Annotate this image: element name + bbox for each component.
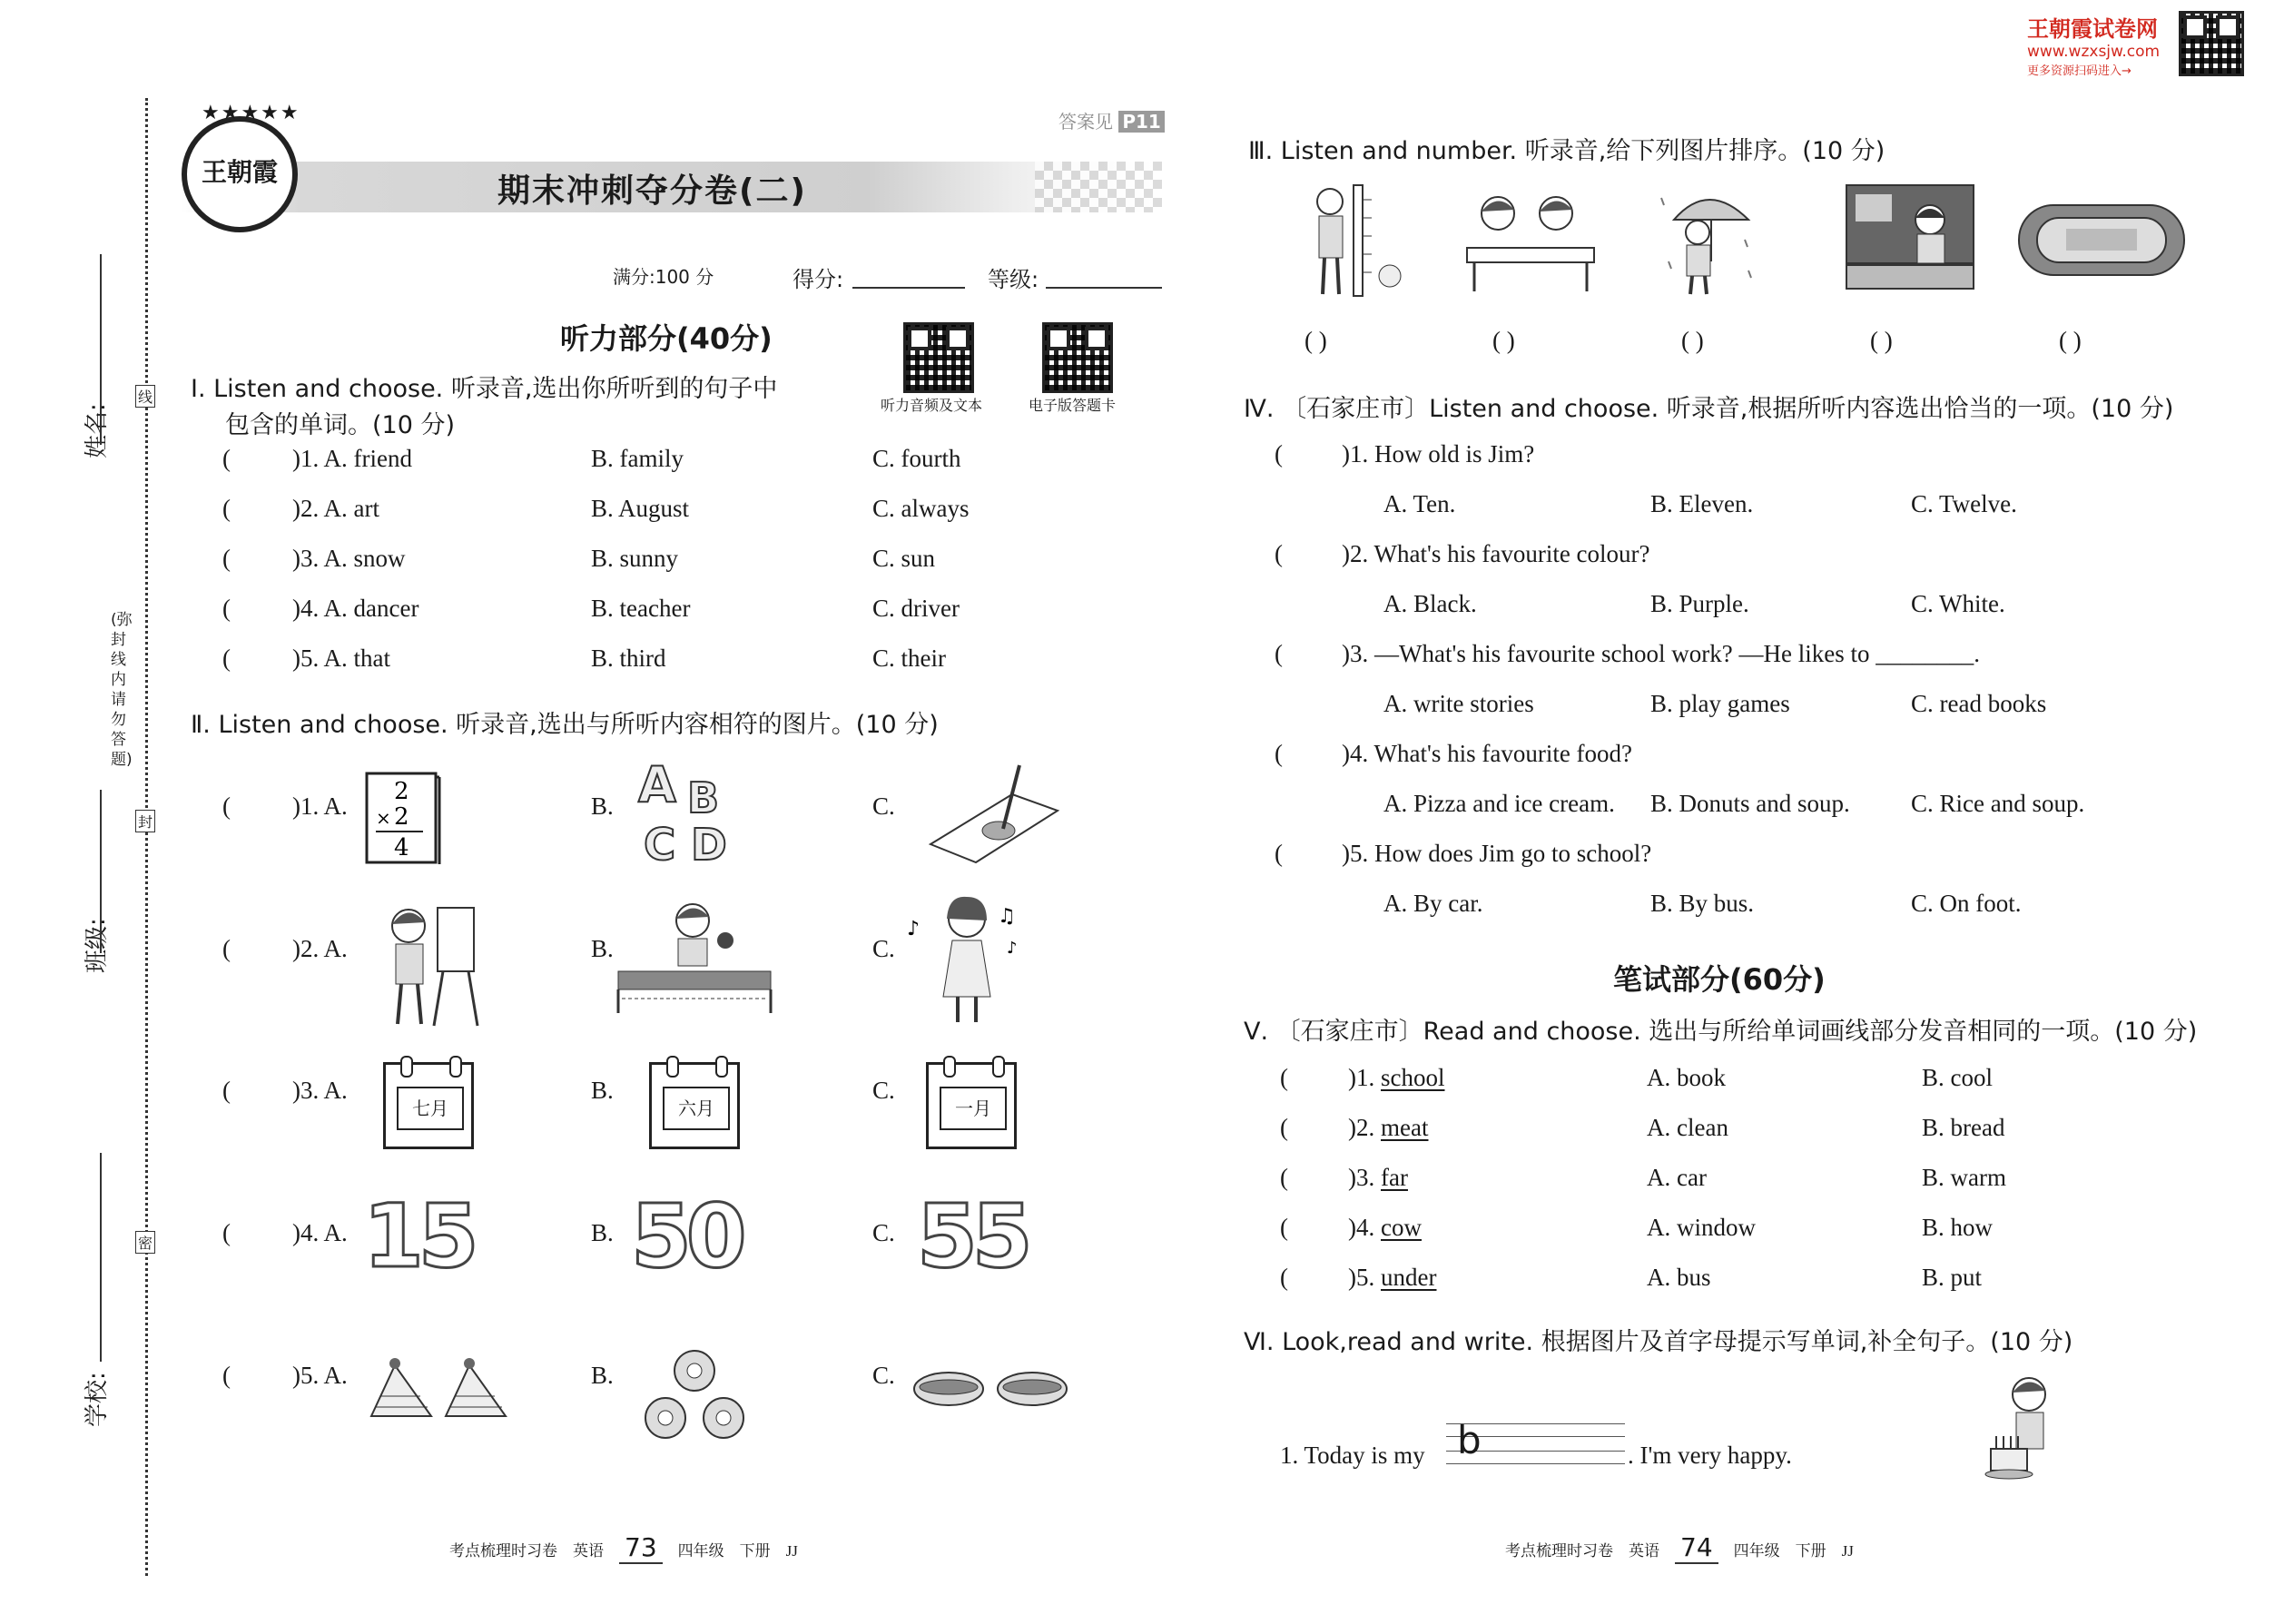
q4-option-a[interactable]: )4. A. dancer <box>292 595 419 622</box>
sec4-q4-option-c[interactable]: C. Rice and soup. <box>1911 790 2085 817</box>
child-umbrella-icon[interactable] <box>1654 180 1763 298</box>
sec5-q2-num: )2. <box>1348 1114 1381 1141</box>
sec5-q2-option-b[interactable]: B. bread <box>1922 1114 2005 1141</box>
sec4-q5: )5. How does Jim go to school? <box>1342 840 1652 867</box>
footer-subject: 英语 <box>573 1542 604 1560</box>
sec4-q1-option-a[interactable]: A. Ten. <box>1383 490 1456 517</box>
answer-paren[interactable]: ( <box>1280 1114 1288 1141</box>
footer-page-number: 74 <box>1675 1532 1718 1564</box>
watermark-qr-icon[interactable] <box>2179 11 2244 76</box>
calendar-icon[interactable] <box>926 1062 1017 1149</box>
sec4-q3: )3. —What's his favourite school work? —He likes to ________. <box>1342 640 1980 667</box>
kids-at-desk-icon[interactable] <box>1462 186 1598 295</box>
boy-ping-pong-icon[interactable] <box>613 899 776 1026</box>
sec4-q4-option-b[interactable]: B. Donuts and soup. <box>1650 790 1850 817</box>
sec6-title: Ⅵ. Look,read and write. 根据图片及首字母提示写单词,补全句子。(10 分) <box>1244 1328 2073 1356</box>
sec5-q5-word: under <box>1381 1264 1437 1291</box>
svg-text:2: 2 <box>394 778 409 805</box>
sec5-q1-option-a[interactable]: A. book <box>1647 1064 1726 1091</box>
hint-letter: b <box>1457 1418 1482 1462</box>
binding-dotted-line <box>145 98 148 1576</box>
sec4-q2-option-c[interactable]: C. White. <box>1911 590 2005 617</box>
binding-name-line <box>100 254 102 445</box>
answer-paren[interactable]: ( <box>1280 1214 1288 1241</box>
sec4-q3-option-a[interactable]: A. write stories <box>1383 690 1534 717</box>
binding-note: (弥封线内请勿答题) <box>111 611 133 769</box>
sec5-q5-option-a[interactable]: A. bus <box>1647 1264 1711 1291</box>
q3-option-a[interactable]: )3. A. snow <box>292 545 406 572</box>
sec5-q4-option-b[interactable]: B. how <box>1922 1214 1994 1241</box>
number-blank[interactable]: ( ) <box>1492 327 1515 354</box>
sec5-title: Ⅴ. 〔石家庄市〕Read and choose. 选出与所给单词画线部分发音相同的一项。(10 分) <box>1244 1018 2198 1046</box>
math-card-icon[interactable] <box>363 770 441 866</box>
full-score: 满分:100 分 <box>613 266 714 288</box>
score-label: 得分: <box>793 267 844 292</box>
svg-text:×: × <box>376 807 391 829</box>
teacher-blackboard-icon[interactable] <box>1843 182 1979 295</box>
sec5-q4 <box>1348 1214 1422 1242</box>
calendar-icon[interactable] <box>649 1062 740 1149</box>
sec2-q5-label[interactable]: )5. A. <box>292 1362 348 1389</box>
sec5-q3-option-a[interactable]: A. car <box>1647 1164 1707 1191</box>
footer-edition: JJ <box>785 1542 798 1560</box>
qr-audio-icon[interactable] <box>903 322 974 393</box>
qr-answer-card-caption: 电子版答题卡 <box>1029 397 1117 414</box>
answer-paren[interactable]: ( <box>1275 440 1283 468</box>
boy-birthday-cake-icon <box>1984 1369 2074 1482</box>
donuts-icon[interactable] <box>640 1345 749 1445</box>
sec2-q3-b-label[interactable]: B. <box>591 1077 614 1104</box>
sec4-q1-option-b[interactable]: B. Eleven. <box>1650 490 1754 517</box>
sec2-q1-c-label[interactable]: C. <box>872 792 895 820</box>
watermark-brand: 王朝霞试卷网 <box>2027 16 2158 42</box>
q5-option-b[interactable]: B. third <box>591 645 666 672</box>
sec5-q1-option-b[interactable]: B. cool <box>1922 1064 1993 1091</box>
number-55-icon[interactable]: 55 <box>917 1186 1028 1287</box>
sec2-q3-label[interactable]: )3. A. <box>292 1077 348 1104</box>
number-blank[interactable]: ( ) <box>1870 327 1893 354</box>
svg-text:♫: ♫ <box>998 905 1016 928</box>
answer-paren[interactable]: ( <box>222 935 231 962</box>
sec5-q5-num: )5. <box>1348 1264 1381 1291</box>
binding-class-line <box>100 790 102 953</box>
sec6-q1-text: 1. Today is my <box>1280 1442 1425 1469</box>
sec5-q2-option-a[interactable]: A. clean <box>1647 1114 1728 1141</box>
sec4-q5-option-a[interactable]: A. By car. <box>1383 890 1483 917</box>
footer-series: 考点梳理时习卷 <box>449 1542 557 1560</box>
sec2-q1-label[interactable]: )1. A. <box>292 792 348 820</box>
writing-title: 笔试部分(60分) <box>1613 962 1826 997</box>
sec1-title: Ⅰ. Listen and choose. 听录音,选出你所听到的句子中 <box>191 375 778 403</box>
watermark <box>2027 11 2161 78</box>
answer-paren[interactable]: ( <box>1275 540 1283 567</box>
sec2-title: Ⅱ. Listen and choose. 听录音,选出与所听内容相符的图片。(10 分) <box>191 711 939 739</box>
cake-slices-icon[interactable] <box>368 1351 513 1425</box>
sec2-q1-b-label[interactable]: B. <box>591 792 614 820</box>
answer-paren[interactable]: ( <box>222 445 231 472</box>
grade-field[interactable] <box>1046 287 1162 289</box>
svg-text:B: B <box>687 773 720 822</box>
q1-option-c[interactable]: C. fourth <box>872 445 961 472</box>
q5-option-c[interactable]: C. their <box>872 645 946 672</box>
answer-ref <box>1058 107 1165 133</box>
logo-badge <box>182 116 298 232</box>
q3-option-c[interactable]: C. sun <box>872 545 936 572</box>
watermark-url[interactable]: www.wzxsjw.com <box>2027 43 2161 61</box>
sec5-q2 <box>1348 1114 1428 1142</box>
number-blank[interactable]: ( ) <box>1681 327 1704 354</box>
logo-stars-icon: ★★★★★ <box>202 102 300 124</box>
sec5-q3-num: )3. <box>1348 1164 1381 1191</box>
listening-title: 听力部分(40分) <box>560 321 773 356</box>
sec5-q1-num: )1. <box>1348 1064 1381 1091</box>
number-blank[interactable]: ( ) <box>2059 327 2082 354</box>
sec5-q3-word: far <box>1381 1164 1408 1191</box>
sec5-q4-option-a[interactable]: A. window <box>1647 1214 1756 1241</box>
number-50-icon[interactable]: 50 <box>631 1186 742 1287</box>
letters-abcd-icon[interactable] <box>631 758 744 867</box>
sec5-q1 <box>1348 1064 1445 1092</box>
sec4-q1: )1. How old is Jim? <box>1342 440 1535 468</box>
answer-paren[interactable]: ( <box>222 545 231 572</box>
answer-paren[interactable]: ( <box>222 495 231 522</box>
answer-paren[interactable]: ( <box>1275 840 1283 867</box>
binding-school-line <box>100 1153 102 1362</box>
sec4-q2-option-a[interactable]: A. Black. <box>1383 590 1477 617</box>
answer-ref-label: 答案见 <box>1058 111 1113 133</box>
sec2-q4-label[interactable]: )4. A. <box>292 1219 348 1246</box>
sec2-q2-c-label[interactable]: C. <box>872 935 895 962</box>
answer-paren[interactable]: ( <box>1280 1064 1288 1091</box>
footer-series: 考点梳理时习卷 <box>1505 1542 1613 1560</box>
sec4-q4: )4. What's his favourite food? <box>1342 740 1633 767</box>
running-track-icon[interactable] <box>2015 202 2188 279</box>
calendar-month: 一月 <box>940 1087 1007 1130</box>
sec5-q1-word: school <box>1381 1064 1445 1091</box>
number-blank[interactable]: ( ) <box>1305 327 1327 354</box>
footer-left <box>449 1532 798 1562</box>
sec1-title-cont: 包含的单词。(10 分) <box>225 411 456 439</box>
q2-option-a[interactable]: )2. A. art <box>292 495 379 522</box>
logo-text: 王朝霞 <box>201 157 278 187</box>
four-line-writing-field[interactable] <box>1446 1418 1625 1478</box>
q4-option-c[interactable]: C. driver <box>872 595 960 622</box>
binding-mark-secret: 密 <box>135 1231 155 1254</box>
answer-paren[interactable]: ( <box>222 1362 231 1389</box>
girl-violin-icon[interactable] <box>903 890 1030 1026</box>
hot-dogs-icon[interactable] <box>912 1360 1071 1418</box>
sec4-q2: )2. What's his favourite colour? <box>1342 540 1650 567</box>
q2-option-b[interactable]: B. August <box>591 495 690 522</box>
header-banner-checker <box>1035 162 1162 212</box>
sec5-q2-word: meat <box>1381 1114 1429 1141</box>
sec4-q3-option-c[interactable]: C. read books <box>1911 690 2047 717</box>
sec4-q5-option-c[interactable]: C. On foot. <box>1911 890 2022 917</box>
score-field[interactable] <box>852 287 965 289</box>
binding-school-label: 学校: <box>84 1372 111 1427</box>
sec5-q4-word: cow <box>1381 1214 1422 1241</box>
sec2-q5-c-label[interactable]: C. <box>872 1362 895 1389</box>
qr-answer-card-icon[interactable] <box>1042 322 1113 393</box>
svg-text:2: 2 <box>394 803 409 831</box>
svg-text:♪: ♪ <box>907 918 921 940</box>
footer-page-number: 73 <box>619 1532 663 1564</box>
sec5-q5-option-b[interactable]: B. put <box>1922 1264 1983 1291</box>
footer-term: 下册 <box>739 1542 771 1560</box>
grade-label: 等级: <box>988 267 1039 292</box>
answer-paren[interactable]: ( <box>1280 1264 1288 1291</box>
sec4-q4-option-a[interactable]: A. Pizza and ice cream. <box>1383 790 1615 817</box>
answer-ref-page: P11 <box>1118 111 1165 133</box>
q2-option-c[interactable]: C. always <box>872 495 970 522</box>
svg-text:D: D <box>691 820 727 867</box>
answer-paren[interactable]: ( <box>1280 1164 1288 1191</box>
sec2-q2-b-label[interactable]: B. <box>591 935 614 962</box>
sec2-q2-label[interactable]: )2. A. <box>292 935 348 962</box>
watermark-note: 更多资源扫码进入→ <box>2027 64 2132 78</box>
number-15-icon[interactable]: 15 <box>363 1186 474 1287</box>
page-title: 期末冲刺夺分卷(二) <box>497 172 807 210</box>
sec4-q3-option-b[interactable]: B. play games <box>1650 690 1790 717</box>
calendar-month: 七月 <box>397 1087 464 1130</box>
boy-drawing-icon[interactable] <box>374 899 487 1030</box>
sec5-q3 <box>1348 1164 1408 1192</box>
footer-right <box>1505 1532 1854 1562</box>
answer-paren[interactable]: ( <box>222 645 231 672</box>
sec2-q5-b-label[interactable]: B. <box>591 1362 614 1389</box>
sec5-q4-num: )4. <box>1348 1214 1381 1241</box>
answer-paren[interactable]: ( <box>1275 640 1283 667</box>
sec3-title: Ⅲ. Listen and number. 听录音,给下列图片排序。(10 分) <box>1248 137 1885 165</box>
q3-option-b[interactable]: B. sunny <box>591 545 679 572</box>
binding-class-label: 班级: <box>84 918 111 973</box>
footer-edition: JJ <box>1841 1542 1854 1560</box>
q5-option-a[interactable]: )5. A. that <box>292 645 390 672</box>
svg-text:♪: ♪ <box>1007 939 1018 958</box>
sec4-q1-option-c[interactable]: C. Twelve. <box>1911 490 2017 517</box>
q1-option-b[interactable]: B. family <box>591 445 684 472</box>
svg-text:A: A <box>638 758 676 813</box>
sec5-q3-option-b[interactable]: B. warm <box>1922 1164 2006 1191</box>
sec2-q3-c-label[interactable]: C. <box>872 1077 895 1104</box>
binding-mark-line: 线 <box>135 385 155 408</box>
answer-paren[interactable]: ( <box>222 1219 231 1246</box>
girl-measuring-icon[interactable] <box>1294 182 1412 300</box>
qr-audio-caption: 听力音频及文本 <box>881 397 983 414</box>
svg-text:C: C <box>644 820 676 867</box>
answer-paren[interactable]: ( <box>222 792 231 820</box>
footer-term: 下册 <box>1795 1542 1826 1560</box>
answer-paren[interactable]: ( <box>222 595 231 622</box>
binding-mark-seal: 封 <box>135 810 155 832</box>
sec2-q4-c-label[interactable]: C. <box>872 1219 895 1246</box>
answer-paren[interactable]: ( <box>1275 740 1283 767</box>
sec2-q4-b-label[interactable]: B. <box>591 1219 614 1246</box>
sec6-q1-text-end: . I'm very happy. <box>1628 1442 1792 1469</box>
svg-text:4: 4 <box>394 834 409 861</box>
binding-name-label: 姓名: <box>84 403 111 458</box>
footer-grade: 四年级 <box>1733 1542 1780 1560</box>
q4-option-b[interactable]: B. teacher <box>591 595 691 622</box>
footer-subject: 英语 <box>1629 1542 1659 1560</box>
calendar-icon[interactable] <box>383 1062 474 1149</box>
q1-option-a[interactable]: )1. A. friend <box>292 445 412 472</box>
footer-grade: 四年级 <box>677 1542 724 1560</box>
answer-paren[interactable]: ( <box>222 1077 231 1104</box>
sec5-q5 <box>1348 1264 1436 1292</box>
painting-icon[interactable] <box>912 758 1076 867</box>
sec4-q5-option-b[interactable]: B. By bus. <box>1650 890 1755 917</box>
sec4-q2-option-b[interactable]: B. Purple. <box>1650 590 1749 617</box>
sec4-title: Ⅳ. 〔石家庄市〕Listen and choose. 听录音,根据所听内容选出恰当的一项。(10 分) <box>1244 395 2174 423</box>
calendar-month: 六月 <box>663 1087 730 1130</box>
